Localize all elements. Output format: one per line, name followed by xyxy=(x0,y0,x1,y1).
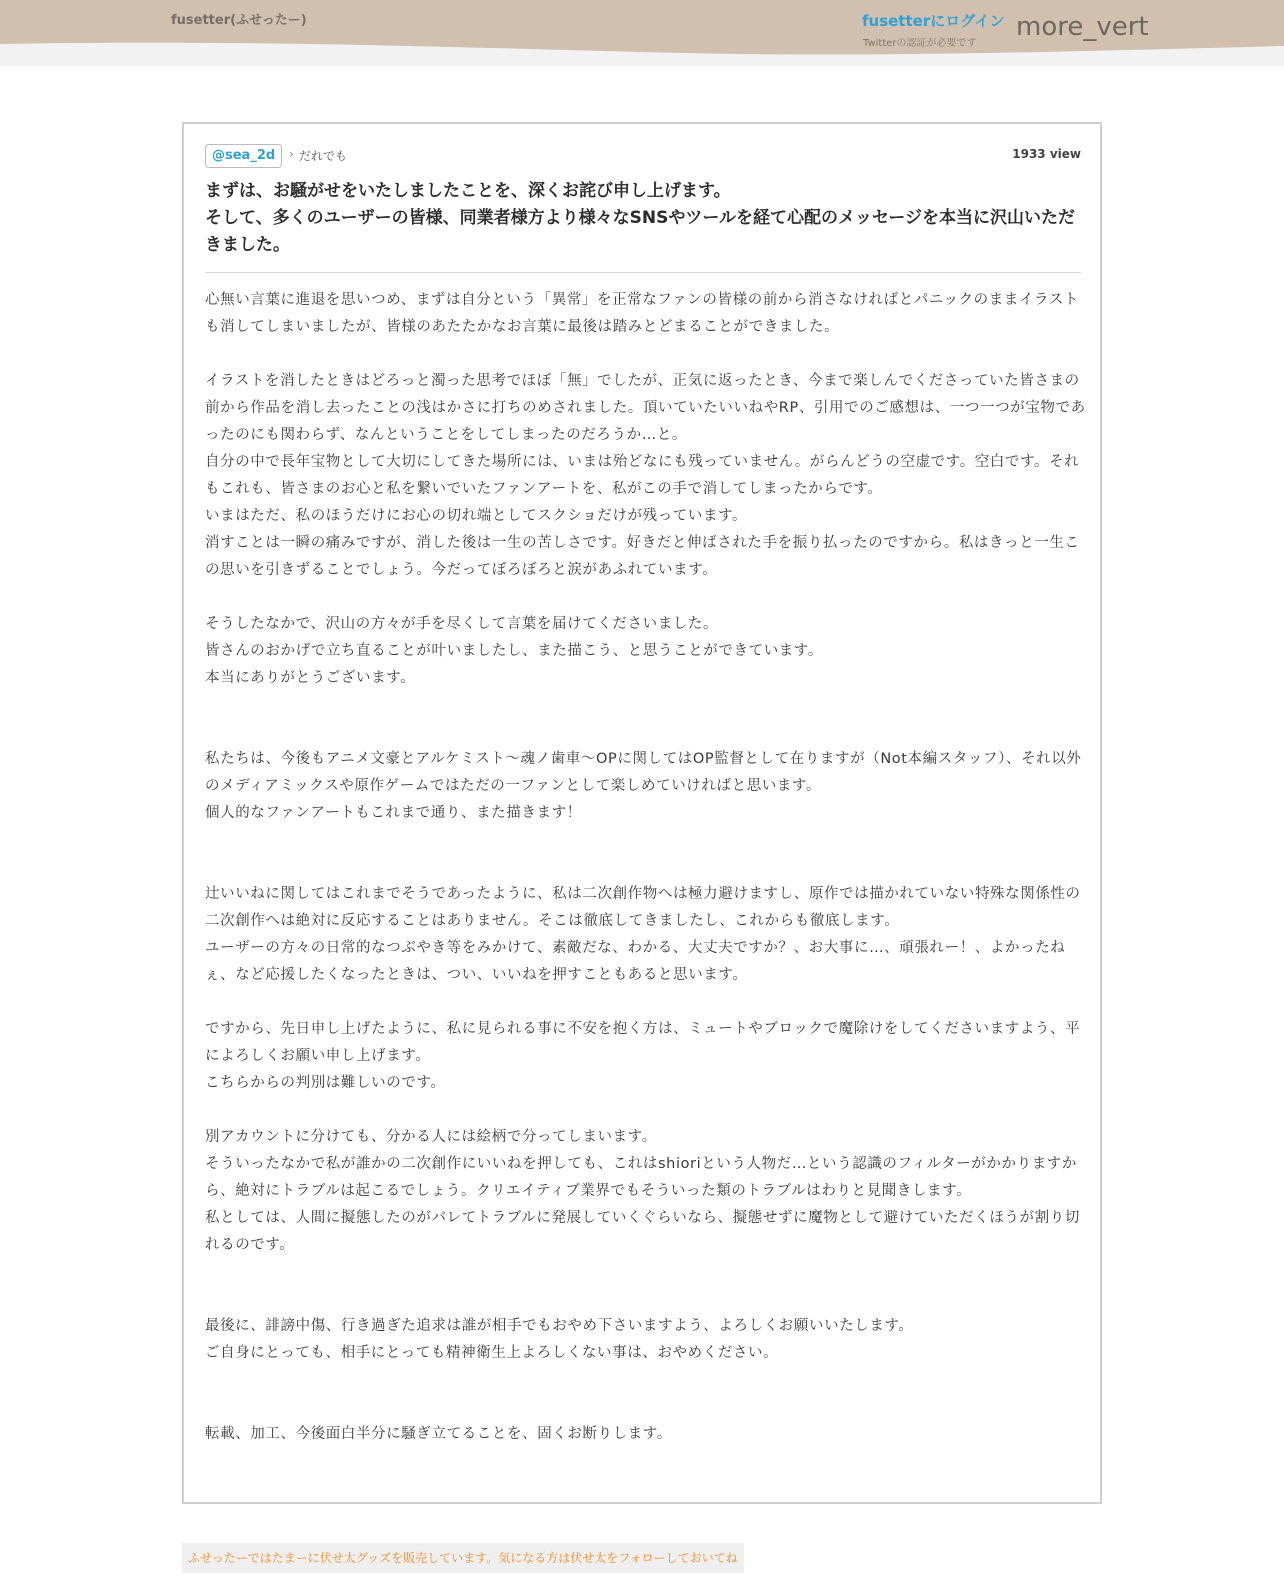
body-paragraph: 個人的なファンアートもこれまで通り、また描きます！ xyxy=(205,805,582,821)
body-paragraph: 皆さんのおかげで立ち直ることが叶いましたし、また描こう、と思うことができています。 xyxy=(205,643,823,659)
body-paragraph: 心無い言葉に進退を思いつめ、まずは自分という「異常」を正常なファンの皆様の前から消さなければとパニックのままイラストも消してしまいましたが、皆様のあたたかなお言葉に最後は踏みとどまることができました。 xyxy=(205,292,1079,335)
audience-label: だれでも xyxy=(299,149,348,163)
body-paragraph xyxy=(205,1286,1089,1313)
body-paragraph: ですから、先日申し上げたように、私に見られる事に不安を抱く方は、ミュートやブロックで魔除けをしてくださいますよう、平によろしくお願い申し上げます。 xyxy=(205,1021,1081,1064)
title-divider xyxy=(205,272,1081,273)
body-paragraph: 別アカウントに分けても、分かる人には絵柄で分ってしまいます。 xyxy=(205,1129,657,1145)
body-paragraph: イラストを消したときはどろっと濁った思考でほぼ「無」でしたが、正気に返ったとき、今まで楽しんでくださっていた皆さまの前から作品を消し去ったことの浅はかさに打ちのめされました。頂いていたいいねやRP、引用でのご感想は、一つ一つが宝物であったのにも関わらず、なんということをしてしまったのだろうか…と。 xyxy=(205,373,1086,443)
body-paragraph: そういったなかで私が誰かの二次創作にいいねを押しても、これはshioriという人物だ…という認識のフィルターがかかりますから、絶対にトラブルは起こるでしょう。クリエイティブ業界でもそういった類のトラブルはわりと見聞きします。 xyxy=(205,1156,1077,1199)
body-paragraph xyxy=(205,341,1089,368)
site-header xyxy=(0,0,1284,66)
post-title-line: まずは、お騒がせをいたしましたことを、深くお詫び申し上げます。 xyxy=(205,181,731,201)
user-handle-chip[interactable]: @sea_2d xyxy=(205,144,282,168)
body-paragraph xyxy=(205,989,1089,1016)
body-paragraph xyxy=(205,1259,1089,1286)
post-body xyxy=(205,287,1089,1448)
body-paragraph: そうしたなかで、沢山の方々が手を尽くして言葉を届けてくださいました。 xyxy=(205,616,719,632)
post-title-line: そして、多くのユーザーの皆様、同業者様方より様々なSNSやツールを経て心配のメッセージを本当に沢山いただきました。 xyxy=(205,208,1076,255)
body-paragraph xyxy=(205,719,1089,746)
post-title xyxy=(205,178,1085,259)
login-link[interactable]: fusetterにログイン xyxy=(862,12,1005,30)
view-count: 1933 view xyxy=(1012,147,1081,161)
body-paragraph: 消すことは一瞬の痛みですが、消した後は一生の苦しさです。好きだと伸ばされた手を振り払ったのですから。私はきっと一生この思いを引きずることでしょう。今だってぼろぼろと涙があふれています。 xyxy=(205,535,1080,578)
site-name[interactable]: fusetter(ふせったー) xyxy=(171,13,307,28)
body-paragraph xyxy=(205,1097,1089,1124)
body-paragraph: いまはただ、私のほうだけにお心の切れ端としてスクショだけが残っています。 xyxy=(205,508,748,524)
body-paragraph xyxy=(205,854,1089,881)
promo-banner[interactable]: ふせったーではたまーに伏せ太グッズを販売しています。気になる方は伏せ太をフォローしておいてね xyxy=(182,1543,744,1573)
body-paragraph: 転載、加工、今後面白半分に騒ぎ立てることを、固くお断りします。 xyxy=(205,1426,672,1442)
body-paragraph: 私たちは、今後もアニメ文豪とアルケミスト～魂ノ歯車～OPに関してはOP監督として在りますが（Not本編スタッフ）、それ以外のメディアミックスや原作ゲームではただの一ファンとして楽しめていければと思います。 xyxy=(205,751,1082,794)
chevron-right-icon: › xyxy=(289,147,294,161)
post-meta xyxy=(205,144,1081,170)
body-paragraph xyxy=(205,1394,1089,1421)
body-paragraph xyxy=(205,1367,1089,1394)
body-paragraph: 私としては、人間に擬態したのがバレてトラブルに発展していくぐらいなら、擬態せずに魔物として避けていただくほうが割り切れるのです。 xyxy=(205,1210,1080,1253)
body-paragraph: 最後に、誹謗中傷、行き過ぎた追求は誰が相手でもおやめ下さいますよう、よろしくお願いいたします。 xyxy=(205,1318,914,1334)
body-paragraph: ユーザーの方々の日常的なつぶやき等をみかけて、素敵だな、わかる、大丈夫ですか？、お大事に…、頑張れー！、よかったねぇ、など応援したくなったときは、つい、いいねを押すこともあると思います。 xyxy=(205,940,1066,983)
body-paragraph: 辻いいねに関してはこれまでそうであったように、私は二次創作物へは極力避けますし、原作では描かれていない特殊な関係性の二次創作へは絶対に反応することはありません。そこは徹底してきましたし、これからも徹底します。 xyxy=(205,886,1081,929)
login-subtext: Twitterの認証が必要です xyxy=(863,38,977,49)
body-paragraph: こちらからの判別は難しいのです。 xyxy=(205,1075,446,1091)
body-paragraph: ご自身にとっても、相手にとっても精神衛生上よろしくない事は、おやめください。 xyxy=(205,1345,779,1361)
body-paragraph xyxy=(205,692,1089,719)
body-paragraph: 自分の中で長年宝物として大切にしてきた場所には、いまは殆どなにも残っていません。がらんどうの空虚です。空白です。それもこれも、皆さまのお心と私を繋いでいたファンアートを、私がこの手で消してしまったからです。 xyxy=(205,454,1080,497)
body-paragraph xyxy=(205,827,1089,854)
post-card xyxy=(182,122,1102,1504)
body-paragraph: 本当にありがとうございます。 xyxy=(205,670,416,686)
more-vert-icon[interactable]: more_vert xyxy=(1016,12,1149,42)
body-paragraph xyxy=(205,584,1089,611)
